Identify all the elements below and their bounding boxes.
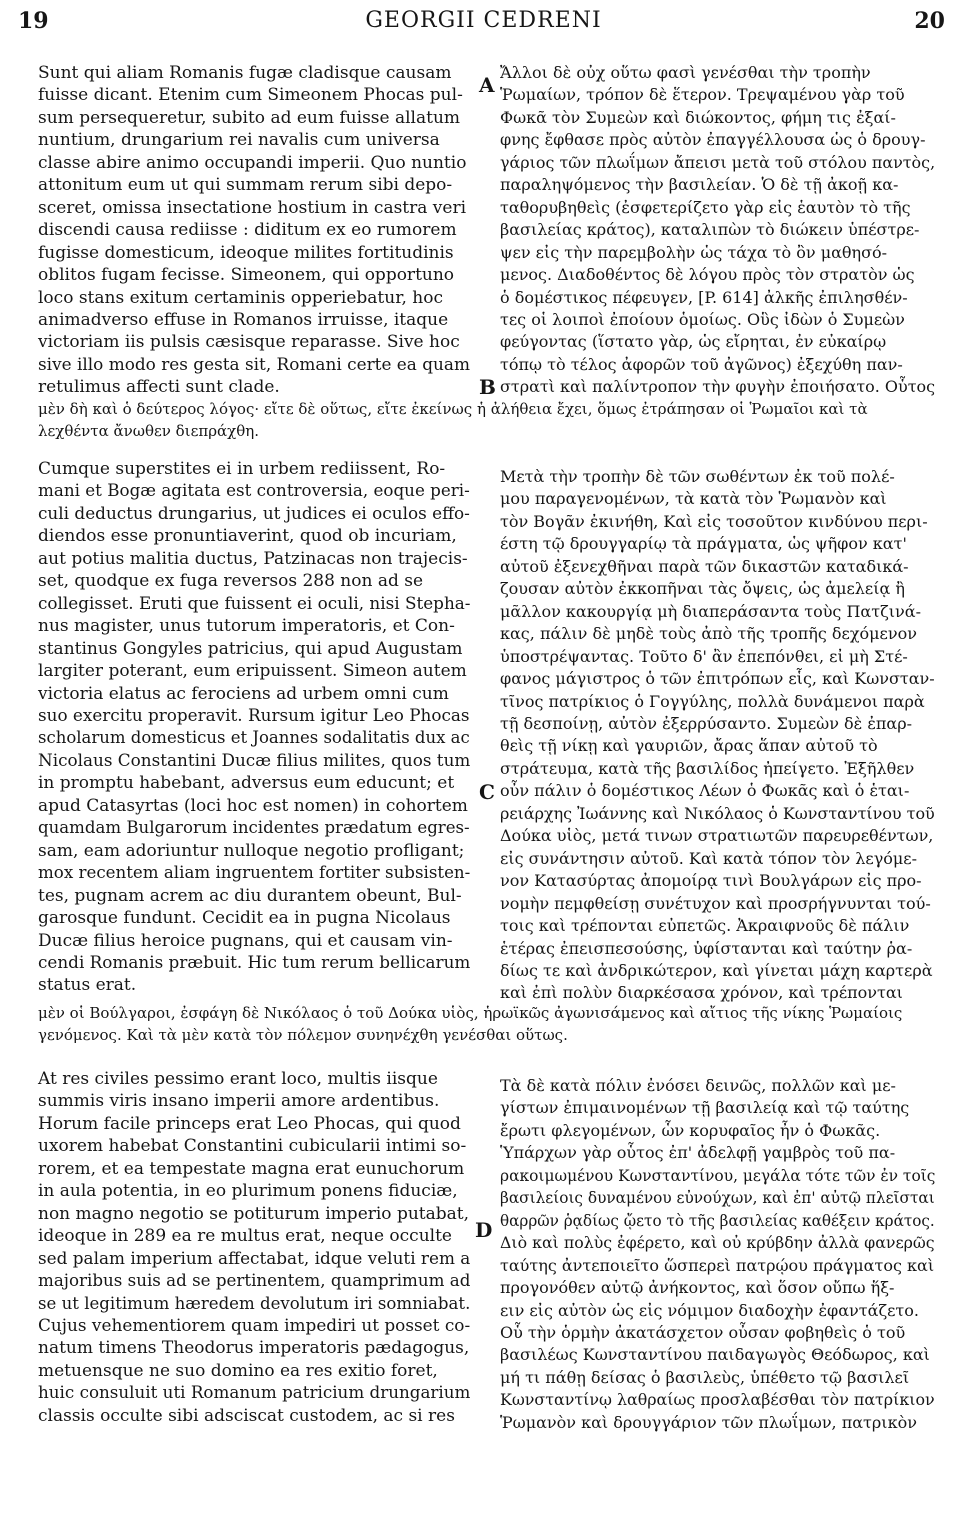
greek-line: Ῥωμαίων, τρόπον δὲ ἕτερον. Τρεψαμένου γὰρ τοῦ — [500, 85, 905, 105]
greek-line: ρειάρχης Ἰωάννης καὶ Νικόλαος ὁ Κωνσταντίνου τοῦ — [500, 803, 935, 823]
latin-line: fugisse domesticum, ideoque milites fortitudinis — [38, 242, 454, 263]
greek-line: ταύτης ἀντεποιεῖτο ὥσπερεὶ πατρῴου πράγματος καὶ — [500, 1255, 935, 1275]
greek-line: βασιλείας κράτος), καταλιπὼν τὸ διώκειν ὑπέστρε- — [500, 220, 920, 240]
greek-line: έστη τῷ δρουγγαρίῳ τὰ πράγματα, ὡς ψῆφον κατ' — [500, 534, 907, 554]
greek-line: νον Κατασύρτας ἀπομοίρᾳ τινὶ Βουλγάρων εἰς προ- — [500, 871, 922, 891]
latin-line: largiter poterant, eum eripuissent. Simeon autem — [38, 661, 467, 682]
greek-line: νομὴν πεμφθείσῃ συνέτυχον καὶ προσρήγνυνται τού- — [500, 893, 931, 913]
latin-line: non magno negotio se potiturum imperio putabat, — [38, 1203, 470, 1224]
latin-line: Ducæ filius heroice pugnans, qui et causam vin- — [38, 930, 453, 951]
greek-line: βασιλείοις δυναμένου εὐνούχων, καὶ ἐπ' αὐτῷ πλεῖσται — [500, 1188, 935, 1208]
latin-line: suo exercitu properavit. Rursum igitur Leo Phocas — [38, 705, 470, 726]
greek-line: μή τι πάθῃ δείσας ὁ βασιλεὺς, ὑπέθετο τῷ βασιλεῖ — [500, 1367, 910, 1387]
latin-line: quamdam Bulgarorum incidentes prædatum egres- — [38, 818, 470, 839]
greek-line: ειν εἰς αὐτὸν ὡς εἰς νόμιμον διαδοχὴν ἐφαντάζετο. — [500, 1300, 919, 1320]
latin-line: stantinus Gongyles patricius, qui apud Augustam — [38, 638, 463, 659]
greek-line: μᾶλλον κακουργίᾳ μὴ διαπεράσαντα τοὺς Πατζινά- — [500, 601, 921, 621]
latin-line: sam, eam adoriuntur nulloque negotio profligant; — [38, 840, 465, 861]
latin-line: in aula potentia, in eo plurimum ponens fiduciæ, — [38, 1181, 458, 1202]
latin-line: At res civiles pessimo erant loco, multis iisque — [38, 1069, 438, 1089]
greek-line: Δούκα υἱὸς, μετά τινων στρατιωτῶν παρευρεθέντων, — [500, 826, 934, 846]
greek-paragraph-2 — [500, 466, 935, 1005]
greek-line: Ἄλλοι δὲ οὐχ οὕτω φασὶ γενέσθαι τὴν τροπὴν — [500, 63, 871, 82]
page-header — [0, 0, 967, 52]
latin-line: set, quodque ex fuga reversos 288 non ad se — [38, 571, 424, 592]
latin-line: scholarum domesticus et Joannes sodalitatis dux ac — [38, 728, 470, 749]
greek-line: Φωκᾶ τὸν Συμεὼν καὶ διώκοντος, φήμη τις ἐξαί- — [500, 107, 896, 127]
greek-line: Κωνσταντίνῳ λαθραίως προσλαβέσθαι τὸν πατρίκιον — [500, 1390, 935, 1410]
greek-line: φανος μάγιστρος ὁ τῶν ἐπιτρόπων εἷς, καὶ Κωνσταν- — [500, 669, 935, 689]
latin-line: Horum facile princeps erat Leo Phocas, qui quod — [38, 1113, 461, 1134]
greek-line: τὸν Βογᾶν ἐκινήθη, Καὶ εἰς τοσοῦτον κινδύνου περι- — [500, 511, 928, 531]
latin-line: huic consuluit uti Romanum patricium drungarium — [38, 1383, 471, 1404]
greek-line: μενος. Διαδοθέντος δὲ λόγου πρὸς τὸν στρατὸν ὡς — [500, 265, 915, 285]
greek-line: μὲν οἱ Βούλγαροι, ἐσφάγη δὲ Νικόλαος ὁ τοῦ Δούκα υἱὸς, ἡρωϊκῶς ἀγωνισάμενος καὶ αἴτιος τῆς νίκης Ῥωμαίοις — [38, 1004, 903, 1022]
greek-line: Ῥωμανὸν καὶ δρουγγάριον τῶν πλωΐμων, πατρικὸν — [500, 1412, 917, 1432]
greek-line: στρατὶ καὶ παλίντροπον τὴν φυγὴν ἐποιήσατο. Οὗτος — [500, 377, 936, 397]
latin-paragraph-3 — [38, 1068, 470, 1427]
latin-line: classe abire animo occupandi imperii. Quo nuntio — [38, 152, 467, 173]
greek-shared-lines-1 — [38, 398, 938, 442]
greek-line: Διὸ καὶ πολὺς ἐφέρετο, καὶ οὐ κρύβδην ἀλλὰ φανερῶς — [500, 1233, 935, 1253]
latin-line: mani et Bogæ agitata est controversia, eoque peri- — [38, 481, 470, 502]
greek-line: φεύγοντας (ἵστατο γὰρ, ὡς εἴρηται, ἐν εὐκαίρῳ — [500, 332, 887, 352]
latin-line: ideoque in 289 ea re multus erat, neque occulte — [38, 1226, 452, 1247]
latin-line: classis occulte sibi adsciscat custodem, ac si res — [38, 1405, 455, 1426]
latin-line: sed palam imperium affectabat, idque veluti rem a — [38, 1248, 471, 1269]
latin-line: tes, pugnam acrem ac diu durantem obeunt, Bul- — [38, 885, 462, 906]
latin-line: discendi causa rediisse : diditum ex eo rumorem — [38, 220, 457, 241]
margin-letter-a: A — [479, 73, 495, 97]
greek-line: ψεν εἰς τὴν παρεμβολὴν ὡς τάχα τὸ ὂν μαθησό- — [500, 242, 888, 262]
margin-letter-b: B — [479, 375, 496, 399]
greek-shared-lines-2 — [38, 1002, 938, 1046]
greek-line: αὐτοῦ ἐξενεχθῆναι παρὰ τῶν δικαστῶν καταδικά- — [500, 556, 909, 576]
greek-line: δίως τε καὶ ἀνδρικώτερον, καὶ γίνεται μάχη καρτερὰ — [500, 960, 933, 980]
page-number-right: 20 — [914, 8, 945, 34]
latin-line: diendos esse pronuntiaverint, quod ob incuriam, — [38, 526, 457, 547]
greek-line: ζουσαν αὐτὸν ἐκκοπῆναι τὰς ὄψεις, ὡς ἀμελείᾳ ἢ — [500, 579, 905, 599]
latin-line: fuisse dicant. Etenim cum Simeonem Phocas pul- — [38, 85, 463, 106]
latin-line: apud Catasyrtas (loci hoc est nomen) in cohortem — [38, 795, 468, 816]
latin-line: summis viris insano imperii amore ardentibus. — [38, 1091, 440, 1112]
greek-line: οὖν πάλιν ὁ δομέστικος Λέων ὁ Φωκᾶς καὶ ὁ ἑται- — [500, 781, 910, 801]
greek-line: γενόμενος. Καὶ τὰ μὲν κατὰ τὸν πόλεμον συνηνέχθη γενέσθαι οὕτως. — [38, 1026, 568, 1044]
latin-line: natum timens Theodorus imperatoris pædagogus, — [38, 1338, 470, 1359]
latin-line: collegisset. Eruti que fuissent ei oculi, nisi Stepha- — [38, 593, 471, 614]
greek-line: καὶ ἐπὶ πολὺν διαρκέσασα χρόνον, καὶ τρέπονται — [500, 983, 903, 1003]
latin-line: in promptu habebant, adversus eum educunt; et — [38, 773, 455, 794]
latin-line: nus magister, unus tutorum imperatoris, et Con- — [38, 616, 455, 637]
latin-line: status erat. — [38, 975, 137, 996]
greek-line: κας, πάλιν δὲ μηδὲ τοὺς ἀπὸ τῆς τροπῆς δεχόμενον — [500, 624, 917, 644]
greek-line: προγονόθεν αὐτῷ ἀνήκοντος, καὶ ὅσον οὔπω ἥξ- — [500, 1278, 895, 1298]
greek-line: Οὗ τὴν ὁρμὴν ἀκατάσχετον οὖσαν φοβηθεὶς ὁ τοῦ — [500, 1322, 906, 1342]
greek-paragraph-1 — [500, 62, 935, 399]
greek-line: εἰς συνάντησιν αὐτοῦ. Καὶ κατὰ τόπον τὸν λεγόμε- — [500, 848, 917, 868]
greek-line: ὁ δομέστικος πέφευγεν, [P. 614] ἀλκῆς ἐπιλησθέν- — [500, 287, 908, 307]
greek-line: γίστων ἐπιμαινομένων τῇ βασιλείᾳ καὶ τῷ ταύτης — [500, 1098, 910, 1118]
greek-line: ταθορυβηθεὶς (ἐσφετερίζετο γὰρ εἰς ἑαυτὸν τὸ τῆς — [500, 197, 911, 217]
latin-line: Nicolaus Constantini Ducæ filius milites, quos tum — [38, 750, 471, 771]
latin-line: sum persequeretur, subito ad eum fuisse allatum — [38, 107, 461, 128]
margin-letter-d: D — [475, 1218, 493, 1242]
latin-line: sive illo modo res gesta sit, Romani certe ea quam — [38, 354, 470, 375]
greek-line: βασιλέως Κωνσταντίνου παιδαγωγὸς Θεόδωρος, καὶ — [500, 1345, 930, 1365]
latin-line: aut potius malitia ductus, Patzinacas non trajecis- — [38, 548, 468, 569]
greek-line: λεχθέντα ἄνωθεν διεπράχθη. — [38, 422, 260, 440]
latin-line: metuensque ne suo domino ea res exitio foret, — [38, 1360, 438, 1381]
latin-line: Cumque superstites ei in urbem rediissent, Ro- — [38, 459, 446, 479]
greek-line: στράτευμα, κατὰ τῆς βασιλίδος ἠπείγετο. Ἐξῆλθεν — [500, 758, 915, 778]
greek-line: Ὑπάρχων γὰρ οὗτος ἐπ' ἀδελφῇ γαμβρὸς τοῦ πα- — [500, 1143, 896, 1163]
latin-line: victoria elatus ac ferociens ad urbem omni cum — [38, 683, 449, 704]
greek-line: τόπῳ τὸ τέλος ἀφορῶν τοῦ ἀγῶνος) ἐξεχύθη παν- — [500, 354, 903, 374]
latin-line: retulimus affecti sunt clade. — [38, 377, 280, 398]
greek-line: ρακοιμωμένου Κωνσταντίνου, μεγάλα τότε τῶν ἐν τοῖς — [500, 1165, 936, 1185]
latin-paragraph-1 — [38, 62, 470, 399]
greek-line: ὑποστρέψαντας. Τοῦτο δ' ἂν ἐπεπόνθει, εἰ μὴ Στέ- — [500, 646, 908, 666]
greek-line: τῇ δεσποίνῃ, αὐτὸν ἐξερρύσαντο. Συμεὼν δὲ ἐπαρ- — [500, 713, 913, 733]
greek-line: ἑτέρας ἐπεισπεσούσης, ὑφίστανται καὶ ταύτην ῥα- — [500, 938, 913, 958]
greek-paragraph-3 — [500, 1075, 935, 1434]
latin-line: majoribus suis ad se pertinentem, quamprimum ad — [38, 1271, 471, 1292]
greek-line: Τὰ δὲ κατὰ πόλιν ἐνόσει δεινῶς, πολλῶν καὶ με- — [500, 1076, 896, 1095]
running-title: GEORGII CEDRENI — [365, 8, 602, 33]
latin-line: garosque fundunt. Cecidit ea in pugna Nicolaus — [38, 908, 451, 929]
latin-line: oblitos fugam fecisse. Simeonem, qui opportuno — [38, 265, 455, 286]
greek-line: θαρρῶν ῥᾳδίως ᾤετο τὸ τῆς βασιλείας καθέξειν κράτος. — [500, 1210, 935, 1230]
greek-line: ἔρωτι φλεγομένων, ὧν κορυφαῖος ἦν ὁ Φωκᾶς. — [500, 1120, 881, 1140]
latin-line: animadverso effuse in Romanos irruisse, itaque — [38, 309, 449, 330]
greek-line: παραληψόμενος τὴν βασιλείαν. Ὁ δὲ τῇ ἀκοῇ κα- — [500, 175, 899, 195]
margin-letter-c: C — [479, 780, 495, 804]
greek-line: γάριος τῶν πλωΐμων ἄπεισι μετὰ τοῦ στόλου παντὸς, — [500, 152, 936, 172]
latin-line: Cujus vehementiorem quam impediri ut posset co- — [38, 1315, 471, 1336]
greek-line: Μετὰ τὴν τροπὴν δὲ τῶν σωθέντων ἐκ τοῦ πολέ- — [500, 467, 895, 486]
greek-line: φνης ἔφθασε πρὸς αὐτὸν ἐπαγγέλλουσα ὡς ὁ δρουγ- — [500, 130, 926, 150]
greek-line: τοις καὶ τρέπονται εὐπετῶς. Ἀκραιφνοῦς δὲ πάλιν — [500, 916, 910, 936]
latin-line: nuntium, drungarium rei navalis cum universa — [38, 130, 440, 151]
greek-line: τῖνος πατρίκιος ὁ Γογγύλης, πολλὰ δυνάμενοι παρὰ — [500, 691, 925, 711]
latin-paragraph-2 — [38, 458, 470, 997]
latin-line: uxorem habebat Constantini cubicularii intimi so- — [38, 1136, 467, 1157]
latin-line: loco stans exitum certaminis opperiebatur, hoc — [38, 287, 443, 308]
latin-line: cendi Romanis præbuit. Hic tum rerum bellicarum — [38, 952, 471, 973]
latin-line: culi deductus drungarius, ut judices ei oculos effo- — [38, 503, 470, 524]
greek-line: τες οἱ λοιποὶ ἐποίουν ὁμοίως. Οὓς ἰδὼν ὁ Συμεὼν — [500, 309, 905, 329]
latin-line: sceret, omissa insectatione hostium in castra veri — [38, 197, 467, 218]
latin-line: Sunt qui aliam Romanis fugæ cladisque causam — [38, 63, 452, 83]
latin-line: victoriam iis pulsis cæsisque reparasse. Sive hoc — [38, 332, 460, 353]
greek-line: μου παραγενομένων, τὰ κατὰ τὸν Ῥωμανὸν καὶ — [500, 489, 887, 509]
latin-line: se ut legitimum hæredem devolutum iri somniabat. — [38, 1293, 471, 1314]
page-number-left: 19 — [18, 8, 49, 34]
greek-line: μὲν δὴ καὶ ὁ δεύτερος λόγος· εἴτε δὲ οὕτως, εἴτε ἐκείνως ἡ ἀλήθεια ἔχει, ὅμως ἐτράπησαν οἱ Ῥωμαῖοι καὶ τὰ — [38, 400, 868, 418]
greek-line: θεὶς τῇ νίκῃ καὶ γαυριῶν, ἄρας ἅπαν αὐτοῦ τὸ — [500, 736, 878, 756]
latin-line: mox recentem aliam ingruentem fortiter subsisten- — [38, 863, 471, 884]
latin-line: rorem, et ea tempestate magna erat eunuchorum — [38, 1158, 465, 1179]
latin-line: attonitum eum ut qui summam rerum sibi depo- — [38, 175, 453, 196]
